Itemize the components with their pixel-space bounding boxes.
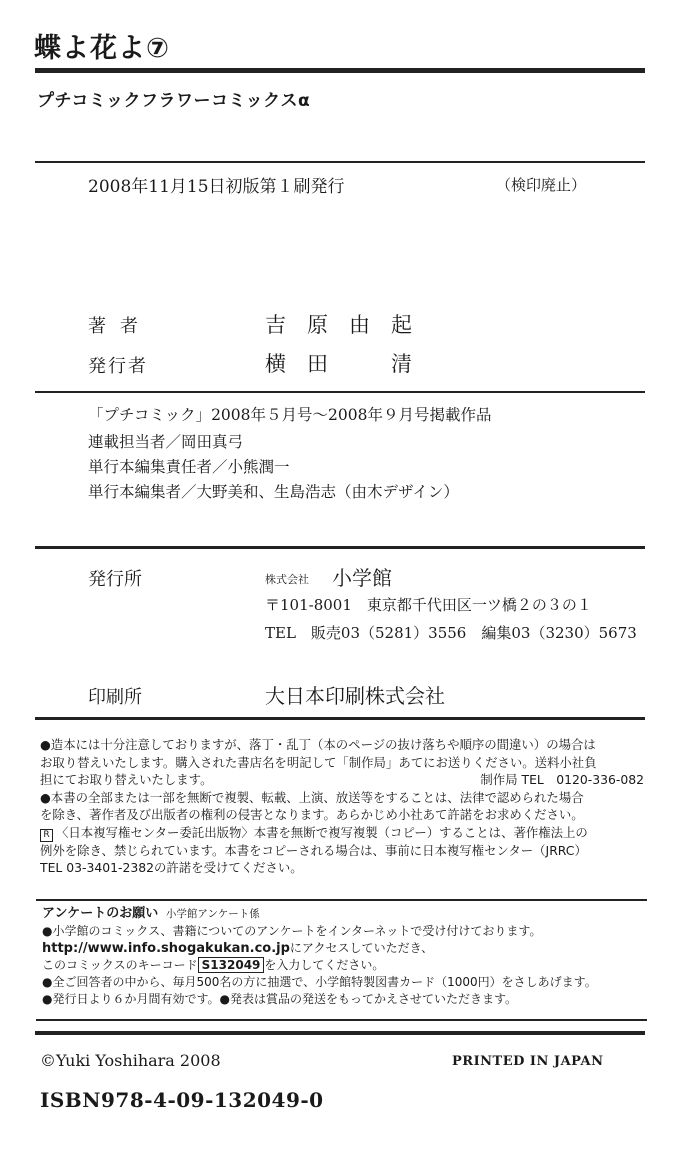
survey-line: にアクセスしていただき、 [289,941,434,955]
printed-in: PRINTED IN JAPAN [452,1054,604,1069]
company-address: 〒101-8001 東京都千代田区一ツ橋２の３の１ [265,596,592,614]
survey-heading: アンケートのお願い [42,906,159,921]
printer-name: 大日本印刷株式会社 [265,684,445,708]
isbn: ISBN978-4-09-132049-0 [40,1088,324,1112]
author-name: 吉 原 由 起 [265,313,412,337]
note-line: 例外を除き、禁じられています。本書をコピーされる場合は、事前に日本複写権センター（JRRC） [40,842,587,858]
title-rule [35,68,645,73]
note-line: 担にてお取り替えいたします。 [40,772,213,787]
divider [35,717,645,720]
divider [35,161,645,163]
survey-subheading: 小学館アンケート係 [165,908,260,920]
divider [35,546,645,549]
survey-line: を入力してください。 [264,958,385,972]
credit-line: 連載担当者／岡田真弓 [88,433,244,451]
note-line: TEL 03-3401-2382の許諾を受けてください。 [40,860,303,875]
series-name: プチコミックフラワーコミックスα [37,91,311,111]
survey-url: http://www.info.shogakukan.co.jp [42,941,290,956]
seal-note: （検印廃止） [496,176,587,194]
company-tel: TEL 販売03（5281）3556 編集03（3230）5673 [265,624,637,642]
survey-line: ●発行日より６か月間有効です。●発表は賞品の発送をもってかえさせていただきます。 [42,992,518,1006]
credit-line: 単行本編集責任者／小熊潤一 [88,458,290,476]
author-label: 著者 [88,316,152,337]
book-title: 蝶よ花よ⑦ [34,33,170,64]
survey-box [36,899,647,1021]
note-line: R 〈日本複写権センター委託出版物〉本書を無断で複写複製（コピー）することは、著作権法上の [40,824,650,842]
credit-line: 単行本編集者／大野美和、生島浩志（由木デザイン） [88,483,459,501]
company-name: 小学館 [332,566,392,590]
survey-line: ●全ご回答者の中から、毎月500名の方に抽選で、小学館特製図書カード（1000円）をさしあげます。 [42,975,597,989]
note-line: を除き、著作者及び出版者の権利の侵害となります。あらかじめ小社あて許諾をお求めください。 [40,807,584,822]
company-type: 株式会社 [265,573,309,586]
legal-notes [40,736,650,877]
credit-line: 「プチコミック」2008年５月号〜2008年９月号掲載作品 [88,406,492,424]
survey-line: ●小学館のコミックス、書籍についてのアンケートをインターネットで受け付けております。 [42,924,542,938]
r-mark-icon: R [40,829,53,842]
printer-label: 印刷所 [88,687,142,708]
divider [35,391,645,393]
company-label: 発行所 [88,569,142,590]
survey-line: このコミックスのキーコード [42,958,198,972]
publisher-label: 発行者 [88,356,148,377]
publication-date: 2008年11月15日初版第１刷発行 [88,177,345,197]
note-line: ●本書の全部または一部を無断で複製、転載、上演、放送等をすることは、法律で認められた場合 [40,789,584,805]
copyright: ©Yuki Yoshihara 2008 [40,1051,221,1070]
key-code: S132049 [198,957,265,973]
publisher-name: 横 田 清 [265,352,412,376]
divider [35,1031,645,1035]
note-line: ●造本には十分注意しておりますが、落丁・乱丁（本のページの抜け落ちや順序の間違い）の場合は [40,737,596,752]
note-line: お取り替えいたします。購入された書店名を明記して「制作局」あてにお送りください。送料小社負 [40,754,597,770]
note-line: 制作局 TEL 0120-336-082 [480,772,644,787]
